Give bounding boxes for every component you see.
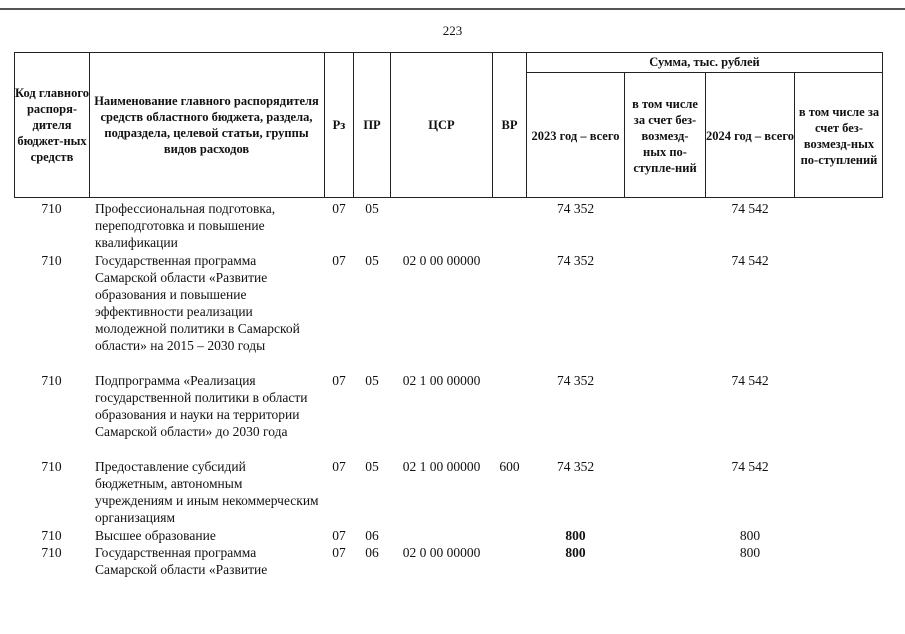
row-rz: 07 (332, 201, 346, 216)
row-pr: 05 (365, 253, 379, 268)
header-name: Наименование главного распорядителя средств областного бюджета, раздела, подраздела, целевой статьи, группы видов расходов (94, 94, 319, 156)
table-header (14, 52, 883, 198)
header-sum: Сумма, тыс. рублей (649, 55, 760, 69)
row-code: 710 (41, 253, 62, 268)
col-divider (882, 52, 883, 198)
row-name: Подпрограмма «Реализация государственной политики в области образования и науки на территории Самарской области» до 2030 года (95, 373, 308, 439)
header-csr: ЦСР (428, 118, 455, 132)
row-code: 710 (41, 373, 62, 388)
col-divider (624, 72, 625, 198)
row-2024-total: 800 (739, 545, 761, 560)
header-pr: ПР (363, 118, 381, 132)
row-code: 710 (41, 545, 62, 560)
row-2023-total: 800 (565, 528, 586, 543)
page-top-rule (0, 8, 905, 10)
row-name: Государственная программа Самарской области «Развитие (95, 545, 268, 577)
row-pr: 06 (365, 528, 379, 543)
row-2024-total: 800 (739, 528, 761, 543)
row-name: Государственная программа Самарской области «Развитие образования и повышение эффективности реализации молодежной политики в Самарской области» на 2015 – 2030 годы (95, 253, 300, 353)
row-pr: 05 (365, 201, 379, 216)
header-2024-total: 2024 год – всего (706, 128, 794, 143)
row-2023-total: 74 352 (556, 373, 595, 388)
col-divider (89, 52, 90, 198)
row-2023-total: 800 (565, 545, 586, 560)
row-code: 710 (41, 201, 62, 216)
header-2023-total: 2023 год – всего (531, 128, 620, 143)
row-rz: 07 (332, 373, 346, 388)
row-name: Предоставление субсидий бюджетным, автономным учреждениям и иным некоммерческим организациям (95, 459, 319, 525)
row-2023-total: 74 352 (556, 459, 595, 474)
row-pr: 05 (365, 459, 379, 474)
header-2024-free: в том числе за счет без-возмезд-ных по-ступлений (798, 104, 880, 167)
row-2024-total: 74 542 (731, 459, 769, 474)
row-2024-total: 74 542 (731, 201, 769, 216)
row-pr: 06 (365, 545, 379, 560)
row-code: 710 (41, 528, 62, 543)
row-vr: 600 (499, 459, 520, 474)
row-2024-total: 74 542 (731, 373, 769, 388)
header-code: Код главного распоря-дителя бюджет-ных средств (15, 86, 89, 164)
row-rz: 07 (332, 545, 346, 560)
col-divider (794, 72, 795, 198)
row-rz: 07 (332, 528, 346, 543)
header-rz: Рз (332, 118, 346, 132)
row-pr: 05 (365, 373, 379, 388)
header-vr: ВР (501, 118, 518, 132)
row-csr: 02 0 00 00000 (402, 253, 481, 268)
row-csr: 02 1 00 00000 (402, 459, 481, 474)
row-2023-total: 74 352 (556, 253, 595, 268)
row-2024-total: 74 542 (731, 253, 769, 268)
row-2023-total: 74 352 (556, 201, 595, 216)
row-rz: 07 (332, 459, 346, 474)
row-name: Высшее образование (95, 528, 216, 543)
row-csr: 02 1 00 00000 (402, 373, 481, 388)
row-csr: 02 0 00 00000 (402, 545, 481, 560)
page-number: 223 (442, 23, 463, 38)
header-2023-free: в том числе за счет без-возмезд-ных по-ступле-ний (632, 96, 698, 175)
row-rz: 07 (332, 253, 346, 268)
row-code: 710 (41, 459, 62, 474)
row-name: Профессиональная подготовка, переподготовка и повышение квалификации (95, 201, 276, 250)
